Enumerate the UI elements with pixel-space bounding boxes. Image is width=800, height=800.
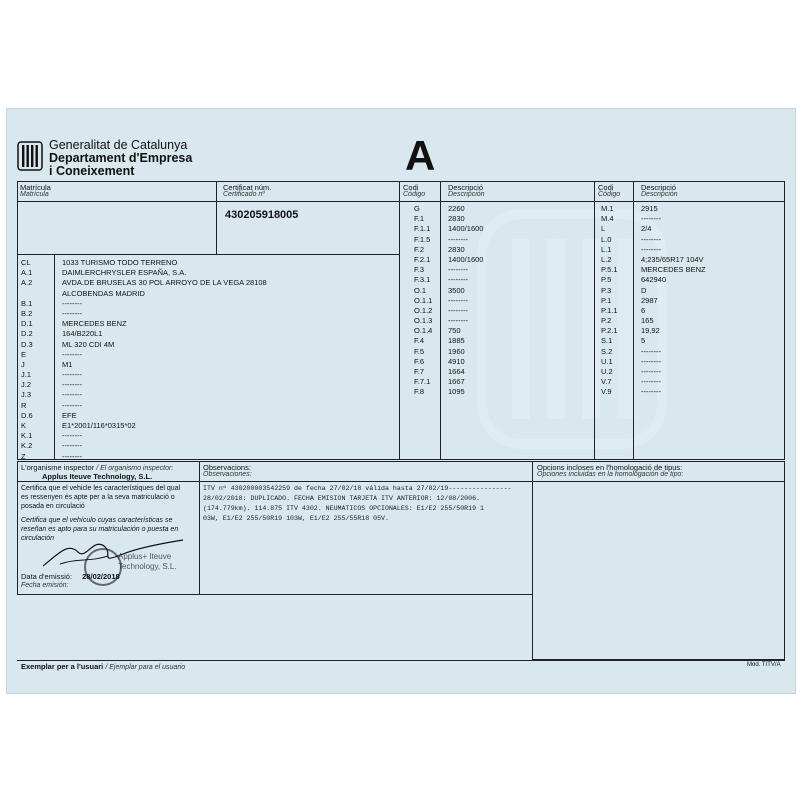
observacions-label-es: Observaciones: [203,471,252,478]
mid-value: 1885 [448,336,465,346]
right-code: U.1 [601,356,613,366]
field-value: DAIMLERCHRYSLER ESPAÑA, S.A. [62,268,187,278]
obs-line: (174.779km). 114.875 ITV 4302. NEUMATICOS OPCIONALES: E1/E2 255/50R19 1 [203,505,484,512]
field-code: D.2 [21,329,33,339]
mid-code: F.3 [414,265,425,275]
field-code: B.2 [21,308,33,318]
field-code: Z [21,451,26,461]
field-value: AVDA.DE BRUSELAS 30 POL ARROYO DE LA VEGA 28108 [62,278,267,288]
itv-card [6,108,796,694]
obs-line: 28/02/2018: DUPLICADO. FECHA EMISION TARJETA ITV ANTERIOR: 12/08/2006. [203,495,480,502]
right-value: 5 [641,336,646,346]
right-code: M.4 [601,214,614,224]
generalitat-logo-icon [17,141,43,171]
mid-code: O.1.2 [414,305,433,315]
field-value: -------- [62,308,82,318]
mid-h-codi: Codi [403,183,419,192]
field-code: R [21,400,27,410]
date-label-text: Data d'emissió: [21,572,73,581]
opcions-label-es: Opciones incluidas en la homologación de tipo: [537,471,684,478]
mid-value: 1960 [448,346,465,356]
right-values-column [641,204,706,398]
field-value: -------- [62,441,82,451]
mid-code: O.1 [414,285,427,295]
right-value: MERCEDES BENZ [641,265,706,275]
inspector-box [17,461,200,595]
footer-model: Mod. TITV/A [747,662,781,668]
right-value: -------- [641,387,661,397]
right-value: -------- [641,214,661,224]
field-code: J [21,359,25,369]
mid-code: F.5 [414,346,425,356]
right-code: V.7 [601,377,612,387]
field-code: J.2 [21,380,32,390]
obs-line: ITV nº 430200003542259 de fecha 27/02/18 válida hasta 27/02/19---------------- [203,485,512,492]
field-code: K.1 [21,431,33,441]
mid-codes-column [414,204,432,398]
mid-value: 750 [448,326,461,336]
mid-value: 2830 [448,244,465,254]
field-code: D.3 [21,339,33,349]
field-value: EFE [62,410,77,420]
mid-code: O.1.1 [414,295,433,305]
stamp-text-2: Technology, S.L. [118,562,177,571]
right-code: P.5 [601,275,612,285]
right-value: -------- [641,234,661,244]
field-value: -------- [62,380,82,390]
right-code: L.2 [601,254,612,264]
obs-line: 03W, E1/E2 255/50R19 103W, E1/E2 255/55R18 05V. [203,515,389,522]
right-code: P.3 [601,285,612,295]
right-value: 165 [641,316,654,326]
right-code: P.5.1 [601,265,618,275]
right-value: -------- [641,377,661,387]
right-code: L.1 [601,244,612,254]
mid-value: -------- [448,275,468,285]
signature-icon [38,534,188,574]
inspector-cert-es: Certifica que el vehículo cuyas características se reseñan es apto para su matriculación o puesta en circulación [21,517,179,542]
field-code: D.6 [21,410,33,420]
right-code: P.1 [601,295,612,305]
mid-code: F.8 [414,387,425,397]
right-code: S.1 [601,336,613,346]
field-value: M1 [62,359,73,369]
left-data-block [17,254,400,460]
footer-exemplar-es: / Ejemplar para el usuario [105,664,186,671]
mid-code: F.3.1 [414,275,431,285]
field-value: -------- [62,400,82,410]
mid-value: 2830 [448,214,465,224]
mid-h-desc-es: Descripción [448,191,485,198]
certificat-box [216,181,400,255]
right-value: D [641,285,647,295]
right-h-desc: Descripció [641,183,677,192]
field-code: E [21,349,27,359]
observacions-lines [203,484,512,524]
inspector-label-es: / El organismo inspector: [96,465,174,472]
observacions-box [199,461,533,595]
observacions-label: Observacions: [203,463,251,472]
right-value: -------- [641,356,661,366]
org-line-1: Generalitat de Catalunya [49,138,188,152]
right-code: U.2 [601,367,613,376]
field-code: J.3 [21,390,32,400]
field-value: -------- [62,431,82,441]
mid-code: F.6 [414,356,425,366]
right-value: 2915 [641,204,658,213]
org-line-2: Departament d'Empresa [49,151,193,165]
certificat-label: Certificat núm. [223,183,272,192]
mid-code: F.4 [414,336,425,346]
field-value: -------- [62,370,82,380]
field-value: ALCOBENDAS MADRID [62,288,145,298]
field-value: E1*2001/116*0315*02 [62,421,136,430]
right-code: L.0 [601,234,612,244]
mid-code: O.1.3 [414,316,433,326]
right-h-desc-es: Descripción [641,191,678,198]
matricula-box [17,181,217,255]
mid-h-codi-es: Código [403,191,426,198]
right-value: -------- [641,346,661,356]
right-value: 4;235/65R17 104V [641,254,704,264]
field-code: J.1 [21,370,32,380]
opcions-label: Opcions incloses en l'homologació de tipus: [537,463,683,472]
right-h-codi: Codi [598,183,614,192]
right-value: 2/4 [641,224,652,234]
inspector-cert-ca: Certifica que el vehicle les característiques del qual es ressenyen és apte per a la seva matriculació o posada en circulació [21,485,181,510]
left-values-column [62,258,267,462]
right-value: -------- [641,367,661,376]
right-value: 642940 [641,275,667,285]
field-value: -------- [62,298,82,308]
mid-value: 4910 [448,356,465,366]
field-value: -------- [62,390,82,400]
field-code: K [21,421,27,430]
mid-value: 1400/1600 [448,224,484,234]
field-code: B.1 [21,298,33,308]
field-value: 164/B220L1 [62,329,103,339]
stamp-text-1: Applus+ Iteuve [118,552,172,561]
mid-code: F.2 [414,244,425,254]
right-value: -------- [641,244,661,254]
date-label-es: Fecha emisión: [21,582,69,589]
right-value: 2987 [641,295,658,305]
mid-value: 3500 [448,285,465,295]
right-code: V.9 [601,387,612,397]
mid-value: -------- [448,295,468,305]
right-code: M.1 [601,204,614,213]
mid-value: 1400/1600 [448,254,484,264]
date-label [21,572,120,581]
org-line-3: i Coneixement [49,164,135,178]
org-name [49,139,192,178]
opcions-box [532,461,785,660]
mid-value: 2260 [448,204,465,213]
field-code [21,289,33,299]
certificat-number: 430205918005 [225,209,299,221]
right-table [594,181,785,460]
left-codes-column [21,258,33,462]
field-value: -------- [62,349,82,359]
field-value: ML 320 CDI 4M [62,339,115,349]
right-value: 6 [641,305,646,315]
mid-code: G [414,204,420,213]
footer-exemplar [21,662,185,672]
right-code: P.1.1 [601,305,618,315]
big-letter: A [405,132,436,179]
mid-code: F.7.1 [414,377,431,387]
right-h-codi-es: Código [598,191,621,198]
right-code: S.2 [601,346,613,356]
field-value: MERCEDES BENZ [62,319,127,329]
field-code: CL [21,258,31,267]
mid-value: 1664 [448,367,465,376]
field-value: -------- [62,451,82,461]
mid-code: F.7 [414,367,425,376]
matricula-label-es: Matrícula [20,191,49,198]
field-value: 1033 TURISMO TODO TERRENO [62,258,178,267]
mid-h-desc: Descripció [448,183,484,192]
mid-value: 1095 [448,387,465,397]
field-code: D.1 [21,319,33,329]
certificat-label-es: Certificado nº [223,191,265,198]
mid-code: F.1.1 [414,224,431,234]
mid-values-column [448,204,483,398]
mid-value: -------- [448,316,468,326]
mid-value: -------- [448,234,468,244]
mid-code: F.1 [414,214,425,224]
mid-table [399,181,595,460]
mid-code: O.1.4 [414,326,433,336]
matricula-label: Matrícula [20,183,51,192]
field-code: K.2 [21,441,33,451]
right-codes-column [601,204,618,398]
mid-value: 1667 [448,377,465,387]
right-code: P.2.1 [601,326,618,336]
date-value: 28/02/2018 [82,572,120,581]
inspector-label-ca: L'organisme inspector [21,463,95,472]
field-code: A.2 [21,278,33,288]
inspector-name: Applus Iteuve Technology, S.L. [42,472,153,481]
right-value: 19,92 [641,326,660,336]
mid-code: F.1.5 [414,234,431,244]
mid-code: F.2.1 [414,254,431,264]
right-code: P.2 [601,316,612,326]
field-code: A.1 [21,268,33,278]
footer-exemplar-ca: Exemplar per a l'usuari [21,662,104,671]
mid-value: -------- [448,265,468,275]
mid-value: -------- [448,305,468,315]
right-code: L [601,224,606,234]
